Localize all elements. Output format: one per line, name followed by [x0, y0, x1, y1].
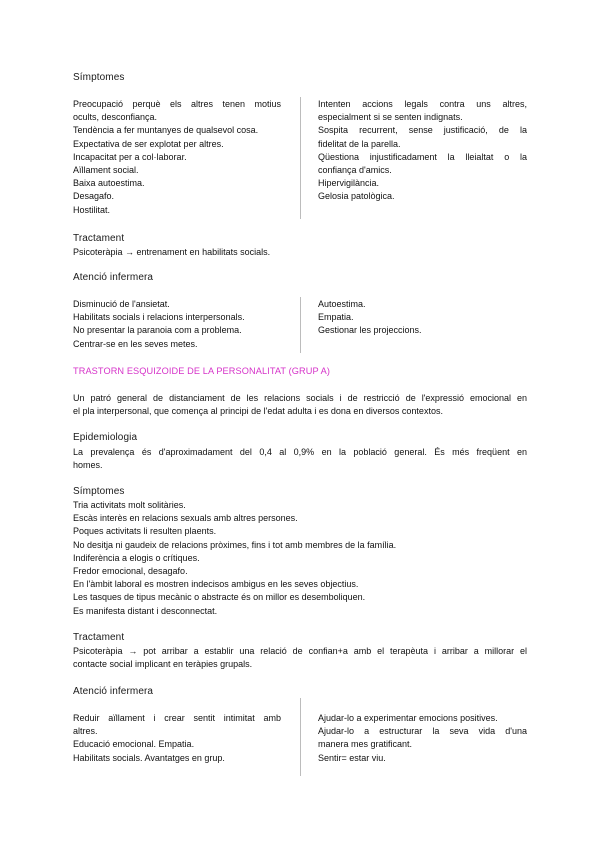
nursing-line: Empatia.: [318, 312, 354, 323]
nursing-left-column: [73, 712, 281, 765]
paragraph-line: homes.: [73, 460, 103, 471]
symptom-line: Escàs interès en relacions sexuals amb altres persones.: [73, 513, 298, 524]
column-divider: [300, 297, 301, 353]
epidemiology-heading: Epidemiologia: [73, 432, 138, 443]
nursing-line: Educació emocional. Empatia.: [73, 739, 195, 750]
nursing-line: Ajudar-lo a estructurar la seva vida d'una: [318, 726, 527, 737]
treatment-paragraph: [73, 645, 527, 671]
symptom-line: Aïllament social.: [73, 165, 139, 176]
nursing-line: Autoestima.: [318, 299, 366, 309]
symptoms-heading: Símptomes: [73, 486, 125, 497]
column-divider: [300, 698, 301, 776]
symptom-line: En l'àmbit laboral es mostren indecisos ambigus en les seves objectius.: [73, 579, 359, 590]
nursing-line: Gestionar les projeccions.: [318, 325, 422, 336]
symptom-line: Fredor emocional, desagafo.: [73, 566, 188, 577]
symptom-line: Expectativa de ser explotat per altres.: [73, 138, 224, 149]
symptoms-heading: Símptomes: [73, 72, 125, 83]
nursing-line: Ajudar-lo a experimentar emocions positives.: [318, 713, 498, 723]
paragraph-line: Psicoteràpia → pot arribar a establir una relació de confian+a amb el terapèuta i arribar a millorar el: [73, 646, 527, 656]
section-title: TRASTORN ESQUIZOIDE DE LA PERSONALITAT (GRUP A): [73, 366, 331, 376]
symptom-line: Les tasques de tipus mecànic o abstracte és on millor es desemboliquen.: [73, 592, 366, 603]
symptom-line: Qüestiona injustificadament la lleialtat o la: [318, 151, 527, 162]
treatment-heading: Tractament: [73, 632, 125, 643]
paragraph-line: La prevalença és d'aproximadament del 0,4 al 0,9% en la població general. És més freqüent en: [73, 447, 527, 457]
paragraph-line: contacte social implicant en teràpies grupals.: [73, 659, 253, 670]
treatment-text: Psicoteràpia → entrenament en habilitats socials.: [73, 247, 271, 257]
nursing-heading: Atenció infermera: [73, 686, 154, 697]
symptom-line: Es manifesta distant i desconnectat.: [73, 605, 218, 616]
symptom-line: confiança d'amics.: [318, 165, 392, 176]
treatment-heading: Tractament: [73, 233, 125, 244]
symptom-line: No desitja ni gaudeix de relacions pròximes, fins i tot amb membres de la família.: [73, 539, 397, 550]
nursing-right-column: [318, 298, 527, 338]
symptom-line: fidelitat de la parella.: [318, 138, 401, 149]
nursing-heading: Atenció infermera: [73, 272, 154, 283]
paragraph-line: el pla interpersonal, que comença al principi de l'edat adulta i es dona en diversos contextos.: [73, 406, 443, 417]
symptom-line: Desagafo.: [73, 191, 115, 202]
symptoms-list: [73, 499, 527, 618]
symptom-line: Tria activitats molt solitàries.: [73, 500, 186, 510]
intro-paragraph: [73, 392, 527, 418]
nursing-line: Habilitats socials. Avantatges en grup.: [73, 752, 225, 763]
nursing-line: manera mes gratificant.: [318, 739, 413, 750]
column-divider: [300, 97, 301, 219]
nursing-line: Habilitats socials i relacions interpersonals.: [73, 312, 245, 323]
symptom-line: Indiferència a elogis o crítiques.: [73, 552, 200, 563]
symptom-line: especialment si se senten indignats.: [318, 112, 463, 123]
symptom-line: Tendència a fer muntanyes de qualsevol cosa.: [73, 125, 259, 136]
symptom-line: Poques activitats li resulten plaents.: [73, 526, 217, 537]
symptom-line: ocults, desconfiança.: [73, 112, 158, 123]
symptoms-right-column: [318, 98, 527, 204]
nursing-line: Disminució de l'ansietat.: [73, 299, 170, 309]
nursing-line: Centrar-se en les seves metes.: [73, 338, 198, 349]
symptom-line: Sospita recurrent, sense justificació, de la: [318, 125, 527, 136]
nursing-line: altres.: [73, 726, 98, 737]
symptom-line: Incapacitat per a col·laborar.: [73, 151, 187, 162]
nursing-left-column: [73, 298, 283, 351]
symptom-line: Baixa autoestima.: [73, 178, 145, 189]
symptom-line: Intenten accions legals contra uns altres,: [318, 99, 527, 109]
nursing-line: Reduir aïllament i crear sentit intimitat amb: [73, 713, 281, 723]
paragraph-line: Un patró general de distanciament de les relacions socials i de restricció de l'expressió emocional en: [73, 393, 527, 403]
nursing-line: No presentar la paranoia com a problema.: [73, 325, 242, 336]
nursing-right-column: [318, 712, 527, 765]
symptom-line: Gelosia patològica.: [318, 191, 395, 202]
symptoms-left-column: [73, 98, 281, 217]
symptom-line: Hipervigilància.: [318, 178, 380, 189]
epidemiology-paragraph: [73, 446, 527, 472]
nursing-line: Sentir= estar viu.: [318, 752, 386, 763]
symptom-line: Hostilitat.: [73, 204, 111, 215]
symptom-line: Preocupació perquè els altres tenen motius: [73, 99, 281, 109]
